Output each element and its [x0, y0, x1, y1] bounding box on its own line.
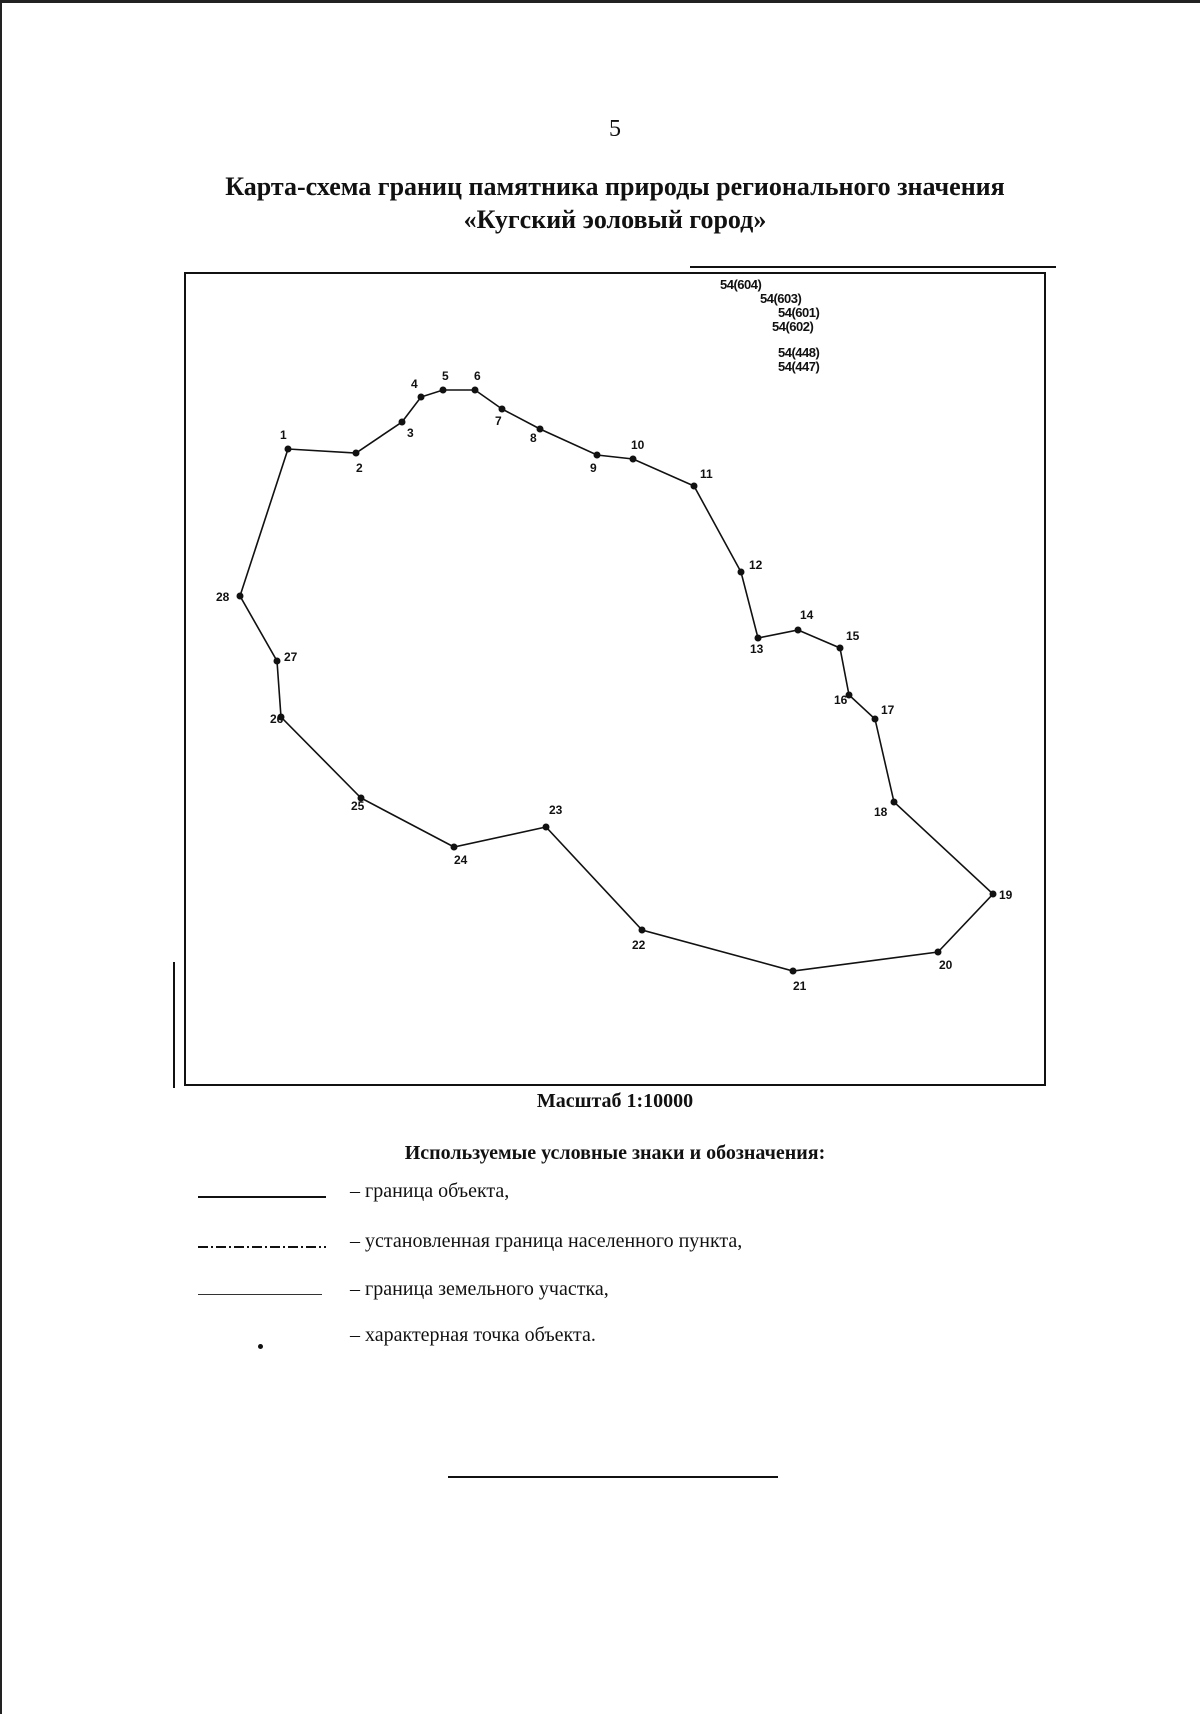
boundary-vertex	[790, 968, 797, 975]
boundary-vertex	[285, 446, 292, 453]
boundary-vertex	[543, 824, 550, 831]
legend-item-text: – граница объекта,	[350, 1180, 510, 1202]
boundary-vertex	[440, 387, 447, 394]
legend-item-text: – установленная граница населенного пункта,	[350, 1230, 743, 1252]
scan-edge-top	[0, 0, 1200, 3]
boundary-vertex	[738, 569, 745, 576]
boundary-vertex-label: 1	[280, 428, 287, 442]
boundary-vertex	[451, 844, 458, 851]
boundary-vertex-label: 28	[216, 590, 230, 604]
boundary-vertex-label: 6	[474, 369, 481, 383]
boundary-vertex	[237, 593, 244, 600]
boundary-map	[184, 272, 1046, 1086]
map-frame-top-line	[690, 266, 1056, 268]
boundary-vertex-label: 21	[793, 979, 807, 993]
boundary-vertex-label: 10	[631, 438, 645, 452]
boundary-vertex-label: 12	[749, 558, 763, 572]
boundary-vertex	[472, 387, 479, 394]
boundary-vertex-label: 16	[834, 693, 848, 707]
boundary-vertex	[691, 483, 698, 490]
page-number: 5	[609, 116, 621, 142]
boundary-vertices	[237, 387, 997, 975]
title-line-2: «Кугский эоловый город»	[463, 205, 767, 234]
bottom-rule	[448, 1476, 778, 1478]
boundary-vertex	[639, 927, 646, 934]
boundary-vertex	[935, 949, 942, 956]
legend-item-settlement-boundary	[198, 1230, 998, 1260]
cadastral-label: 54(604)	[720, 277, 762, 292]
boundary-vertex-label: 2	[356, 461, 363, 475]
map-scale: Масштаб 1:10000	[536, 1090, 694, 1112]
boundary-vertex-label: 8	[530, 431, 537, 445]
boundary-vertex-label: 22	[632, 938, 646, 952]
boundary-vertex-label: 3	[407, 426, 414, 440]
cadastral-label: 54(603)	[760, 291, 802, 306]
boundary-vertex	[537, 426, 544, 433]
boundary-vertex-label: 23	[549, 803, 563, 817]
boundary-vertex-label: 20	[939, 958, 953, 972]
boundary-vertex-label: 19	[999, 888, 1013, 902]
boundary-vertex	[499, 406, 506, 413]
boundary-vertex-label: 18	[874, 805, 888, 819]
boundary-vertex	[891, 799, 898, 806]
boundary-vertex-label: 9	[590, 461, 597, 475]
boundary-vertex	[353, 450, 360, 457]
boundary-vertex-label: 26	[270, 712, 284, 726]
legend-item-text: – характерная точка объекта.	[350, 1324, 596, 1346]
boundary-vertex	[795, 627, 802, 634]
legend-item-land-plot-boundary	[198, 1278, 998, 1308]
boundary-vertex-label: 24	[454, 853, 468, 867]
boundary-vertex-label: 25	[351, 799, 365, 813]
boundary-vertex	[990, 891, 997, 898]
boundary-vertex-label: 27	[284, 650, 298, 664]
boundary-vertex-label: 5	[442, 369, 449, 383]
cadastral-label: 54(447)	[778, 359, 820, 374]
boundary-vertex-label: 4	[411, 377, 418, 391]
legend-solid-line-symbol	[198, 1180, 328, 1210]
boundary-vertex-label: 11	[700, 467, 713, 481]
map-frame-left-line	[173, 962, 175, 1088]
cadastral-labels-top	[720, 278, 819, 334]
cadastral-labels-bottom	[778, 346, 819, 374]
legend-item-object-boundary	[198, 1180, 998, 1210]
cadastral-label: 54(448)	[778, 345, 820, 360]
boundary-vertex-label: 14	[800, 608, 814, 622]
scan-edge-left	[0, 0, 2, 1714]
boundary-vertex	[872, 716, 879, 723]
boundary-vertex-label: 15	[846, 629, 860, 643]
boundary-vertex	[594, 452, 601, 459]
boundary-vertex-label: 7	[495, 414, 502, 428]
legend-thin-line-symbol	[198, 1278, 328, 1308]
boundary-vertex-label: 13	[750, 642, 764, 656]
legend-dash-dot-line-symbol	[198, 1230, 328, 1260]
boundary-vertex	[755, 635, 762, 642]
cadastral-label: 54(602)	[772, 319, 814, 334]
boundary-vertex	[274, 658, 281, 665]
boundary-vertex	[630, 456, 637, 463]
title-line-1: Карта-схема границ памятника природы регионального значения	[225, 172, 1005, 201]
boundary-vertex	[399, 419, 406, 426]
boundary-vertex	[418, 394, 425, 401]
object-boundary-line	[240, 390, 993, 971]
boundary-vertex-label: 17	[881, 703, 895, 717]
page-title	[120, 170, 1110, 236]
legend-dot-symbol	[198, 1324, 328, 1354]
cadastral-label: 54(601)	[778, 305, 820, 320]
legend-item-text: – граница земельного участка,	[350, 1278, 609, 1300]
legend-title: Используемые условные знаки и обозначения:	[404, 1142, 826, 1164]
boundary-vertex	[837, 645, 844, 652]
legend-item-characteristic-point	[198, 1324, 998, 1354]
